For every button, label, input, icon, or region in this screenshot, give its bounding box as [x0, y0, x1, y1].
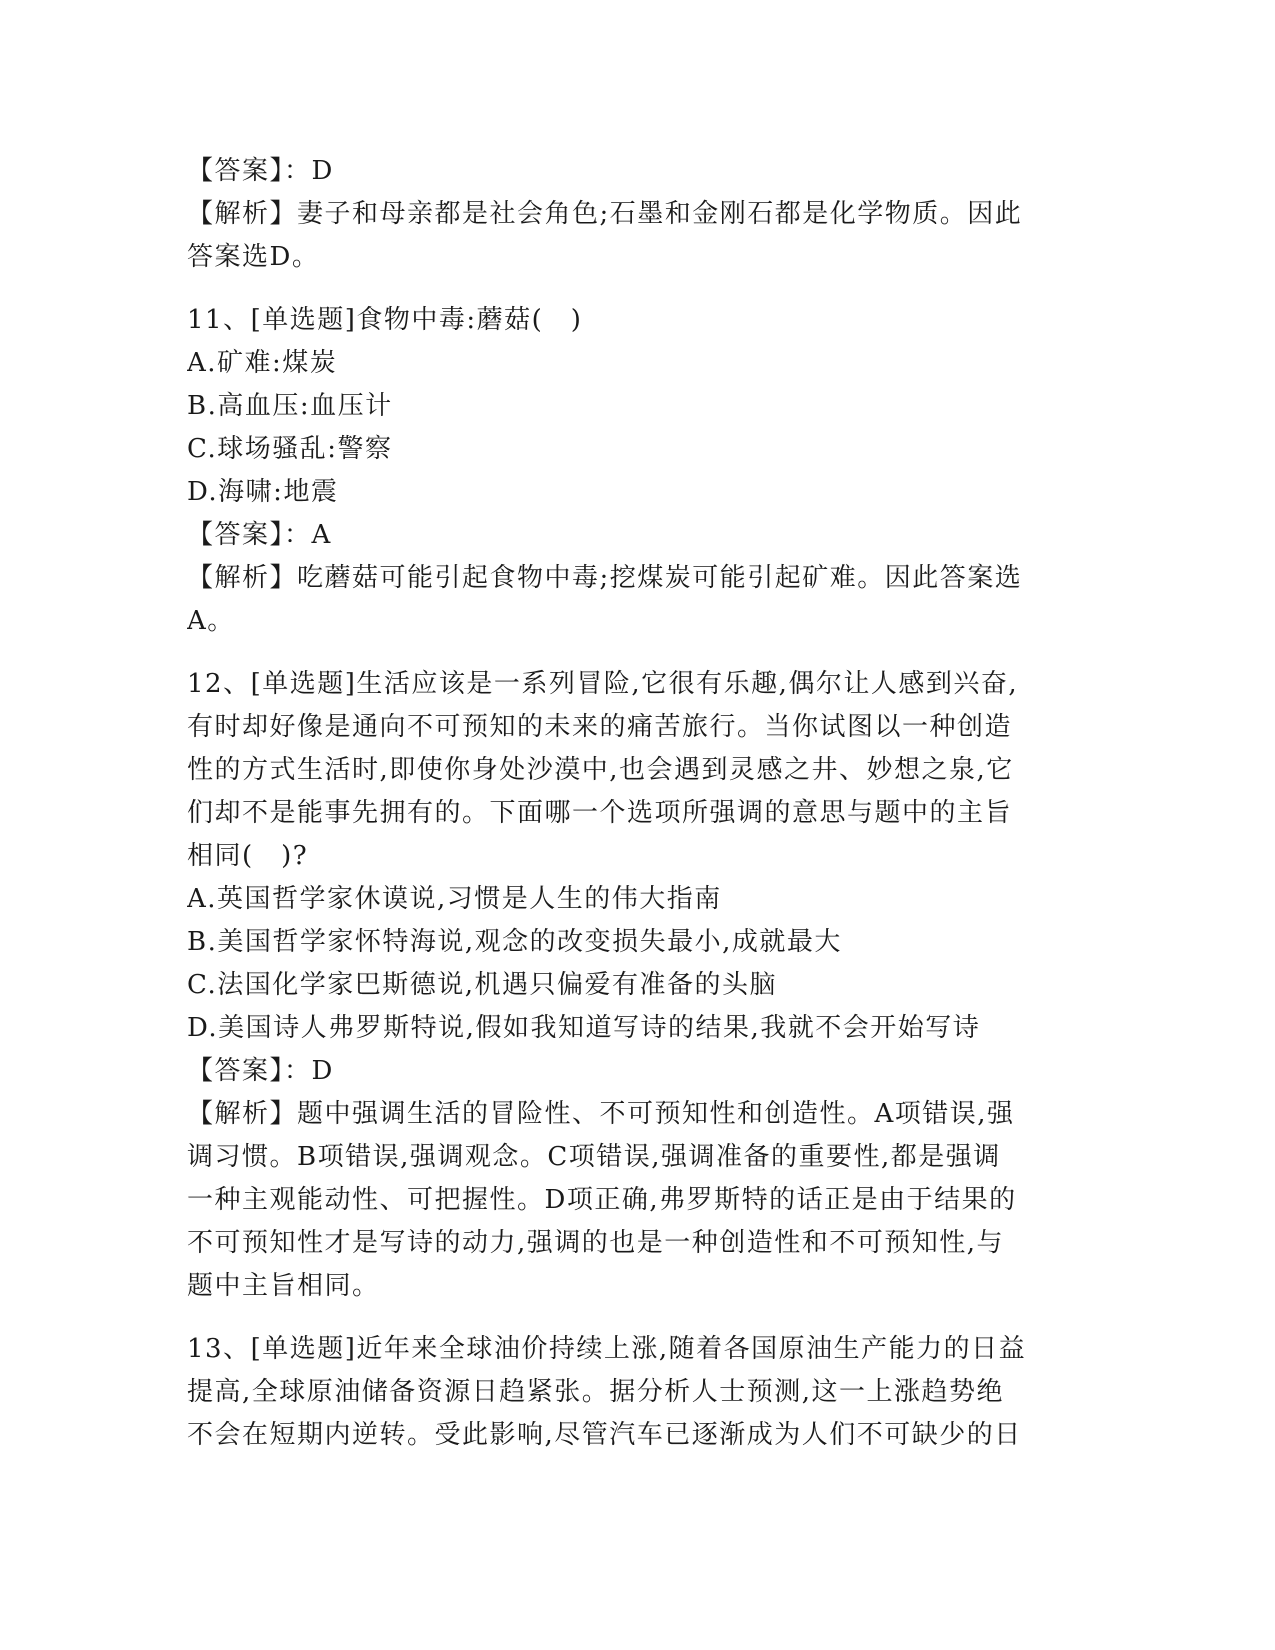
document-content — [187, 150, 1067, 1457]
prev-answer: 【答案】：D — [187, 156, 334, 186]
q11-option-b: B.高血压:血压计 — [187, 391, 393, 421]
q11-stem-line-1: 11、[单选题]食物中毒:蘑菇( ) — [187, 305, 583, 335]
q11-answer: 【答案】：A — [187, 520, 332, 550]
q11-analysis-line-2: A。 — [187, 606, 235, 636]
q12-option-a: A.英国哲学家休谟说,习惯是人生的伟大指南 — [187, 884, 722, 914]
q12-analysis-line-5: 题中主旨相同。 — [187, 1271, 380, 1301]
q12-analysis-line-4: 不可预知性才是写诗的动力,强调的也是一种创造性和不可预知性,与 — [187, 1228, 1005, 1258]
q12-analysis-line-3: 一种主观能动性、可把握性。D项正确,弗罗斯特的话正是由于结果的 — [187, 1185, 1017, 1215]
q12-option-b: B.美国哲学家怀特海说,观念的改变损失最小,成就最大 — [187, 927, 842, 957]
q13-stem-line-2: 提高,全球原油储备资源日趋紧张。据分析人士预测,这一上涨趋势绝 — [187, 1377, 1005, 1407]
q12-answer: 【答案】：D — [187, 1056, 334, 1086]
q12-stem-line-5: 相同( )? — [187, 841, 309, 871]
q12-option-d: D.美国诗人弗罗斯特说,假如我知道写诗的结果,我就不会开始写诗 — [187, 1013, 981, 1043]
q11-option-d: D.海啸:地震 — [187, 477, 339, 507]
prev-analysis-line-1: 【解析】妻子和母亲都是社会角色;石墨和金刚石都是化学物质。因此 — [187, 199, 1023, 229]
q11-option-c: C.球场骚乱:警察 — [187, 434, 393, 464]
q13-stem-line-3: 不会在短期内逆转。受此影响,尽管汽车已逐渐成为人们不可缺少的日 — [187, 1420, 1022, 1450]
prev-analysis-line-2: 答案选D。 — [187, 242, 320, 272]
q12-option-c: C.法国化学家巴斯德说,机遇只偏爱有准备的头脑 — [187, 970, 777, 1000]
q12-analysis-line-1: 【解析】题中强调生活的冒险性、不可预知性和创造性。A项错误,强 — [187, 1099, 1015, 1129]
q11-option-a: A.矿难:煤炭 — [187, 348, 338, 378]
spacer — [187, 279, 1067, 299]
q12-stem-line-3: 性的方式生活时,即使你身处沙漠中,也会遇到灵感之井、妙想之泉,它 — [187, 755, 1014, 785]
q11-analysis-line-1: 【解析】吃蘑菇可能引起食物中毒;挖煤炭可能引起矿难。因此答案选 — [187, 563, 1023, 593]
q13-stem-line-1: 13、[单选题]近年来全球油价持续上涨,随着各国原油生产能力的日益 — [187, 1334, 1027, 1364]
q12-stem-line-4: 们却不是能事先拥有的。下面哪一个选项所强调的意思与题中的主旨 — [187, 798, 1013, 828]
spacer — [187, 1308, 1067, 1328]
q12-stem-line-2: 有时却好像是通向不可预知的未来的痛苦旅行。当你试图以一种创造 — [187, 712, 1013, 742]
spacer — [187, 643, 1067, 663]
q12-stem-line-1: 12、[单选题]生活应该是一系列冒险,它很有乐趣,偶尔让人感到兴奋, — [187, 669, 1019, 699]
q12-analysis-line-2: 调习惯。B项错误,强调观念。C项错误,强调准备的重要性,都是强调 — [187, 1142, 1001, 1172]
